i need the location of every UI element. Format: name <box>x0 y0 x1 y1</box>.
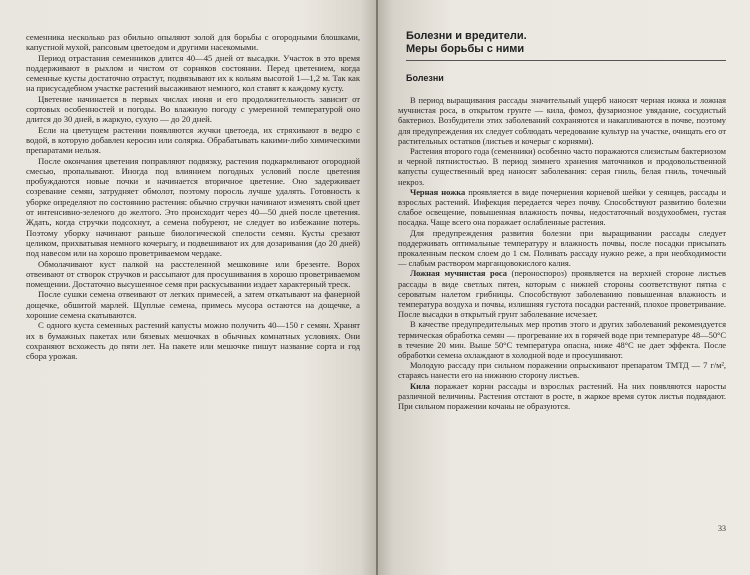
term-bold: Кила <box>410 380 430 391</box>
paragraph: семенника несколько раз обильно опыляют золой для борьбы с огородными блошками, капустной мухой, рапсовым цветоедом и другими насекомыми. <box>26 32 360 53</box>
paragraph: В качестве предупредительных мер против этого и других заболеваний рекомендуется термическая обработка семян — прогревание их в горячей воде при температуре 48—50°С в течение 20 мин. Выше 50°С температура опасна, ниже 48°С не дает эффекта. После обработки семена охлаждают в холодной воде и просушивают. <box>398 319 726 361</box>
paragraph: После окончания цветения поправляют подвязку, растения подкармливают огородной смесью, пропалывают. Иногда под влиянием погодных условий после цветения пробуждаются новые почки и начинается вторичное цветение. Оно задерживает созревание семян, затрудняет обмолот, поэтому поросль лучше удалять. Готовность к уборке определяют по состоянию растения: обычно стручки начинают изменять свой цвет от интенсивно-зеленого до желтого. Это происходит через 40—50 дней после цветения. Ждать, когда стручки подсохнут, а семена побуреют, не следует во избежание потерь. Поэтому уборку начинают раньше биологической спелости семян. Кусты срезают целиком, прихватывая немного кочерыгу, и подвешивают их для дозаривания (до 20 дней) под навесом или на хорошо проветриваемом чердаке. <box>26 155 360 259</box>
paragraph: Молодую рассаду при сильном поражении опрыскивают препаратом ТМТД — 7 г/м², стараясь нанести его на нижнюю сторону листьев. <box>398 360 726 381</box>
paragraph-text: (пероноспороз) проявляется на верхней стороне листьев рассады в виде светлых пятен, которым с нижней стороны соответствуют пятна с сероватым налетом грибницы. Способствуют заболеванию повышенная влажность и температура воздуха и почвы, излишняя густота посадки растений, плохое проветривание. После высадки в открытый грунт заболевание исчезает. <box>398 268 726 320</box>
paragraph: Цветение начинается в первых числах июня и его продолжительность зависит от сортовых особенностей и погоды. Во влажную погоду с умеренной температурой оно длится до 30 дней, в жаркую, сухую — до 20 дней. <box>26 93 360 125</box>
page-number: 33 <box>718 524 726 533</box>
term-bold: Ложная мучнистая роса <box>410 268 507 279</box>
paragraph: Обмолачивают куст палкой на расстеленной мешковине или брезенте. Ворох отвеивают от створок стручков и рассыпают для просушивания в хорошо проветриваемом помещении. Достаточно высушенное семя при раскусывании издает характерный треск. <box>26 258 360 290</box>
paragraph <box>398 187 726 228</box>
chapter-heading-line-2: Меры борьбы с ними <box>406 43 525 55</box>
paragraph <box>398 381 726 412</box>
paragraph: В период выращивания рассады значительный ущерб наносят черная ножка и ложная мучнистая роса, в открытом грунте — кила, фомоз, фузариозное увядание, сосудистый бактериоз. Возбудители этих заболеваний сохраняются и накапливаются в почве, поэтому для предупреждения их следует соблюдать чередование культур на участке, очищать его от растительных остатков (листьев и кочерыг с корнями). <box>398 95 726 146</box>
chapter-heading-line-1: Болезни и вредители. <box>406 30 527 42</box>
paragraph <box>398 268 726 319</box>
section-heading: Болезни <box>406 73 444 83</box>
paragraph: Для предупреждения развития болезни при выращивании рассады следует поддерживать оптимальные температуру и влажность почвы, после посадки присыпать прокаленным песком слоем до 1 см. Поливать рассаду нужно реже, а при необходимости — слабым раствором марганцовокислого калия. <box>398 227 726 269</box>
paragraph: Период отрастания семенников длится 40—45 дней от высадки. Участок в это время поддерживают в рыхлом и чистом от сорняков состоянии. Перед цветением, когда семенные кусты достаточно отрастут, подвязывают их к кольям высотой 1—1,2 м. Так как на присусадебном участке растений высаживают немного, кол ставят к каждому кусту. <box>26 52 360 94</box>
paragraph: Если на цветущем растении появляются жучки цветоеда, их стряхивают в ведро с водой, в которую добавлен керосин или солярка. Обрабатывать какими-либо химическими препаратами нельзя. <box>26 124 360 156</box>
paragraph-text: проявляется в виде почернения корневой шейки у сеянцев, рассады и взрослых растений. Инфекция передается через почву. Способствуют развитию болезни слабое освещение, повышенная влажность почвы, недостаточный воздухообмен, густая посадка. Чаще всего она поражает ослабленные растения. <box>398 186 726 228</box>
term-bold: Черная ножка <box>410 186 466 197</box>
paragraph: После сушки семена отвеивают от легких примесей, а затем откатывают на фанерной дощечке, обшитой марлей. Щуплые семена, примесь мусора остаются на дощечке, а хорошие семена скатываются. <box>26 289 360 321</box>
paragraph-text: поражает корни рассады и взрослых растений. На них появляются наросты различной величины. Растения отстают в росте, в жаркое время суток листья подвядают. При сильном поражении кочаны не образуются. <box>398 380 726 412</box>
heading-rule <box>406 60 726 61</box>
paragraph: Растения второго года (семенники) особенно часто поражаются слизистым бактериозом и черной пятнистостью. В период зимнего хранения маточников и продовольственной капусты существенный вред наносят заболевания: серая гниль, белая гниль, точечный некроз. <box>398 146 726 187</box>
paragraph: С одного куста семенных растений капусты можно получить 40—150 г семян. Хранят их в бумажных пакетах или бязевых мешочках в обычных комнатных условиях. Они сохраняют всхожесть до пяти лет. На пакете или мешочке пишут название сорта и год сбора урожая. <box>26 320 360 362</box>
right-page <box>378 0 750 575</box>
chapter-heading <box>406 30 726 56</box>
